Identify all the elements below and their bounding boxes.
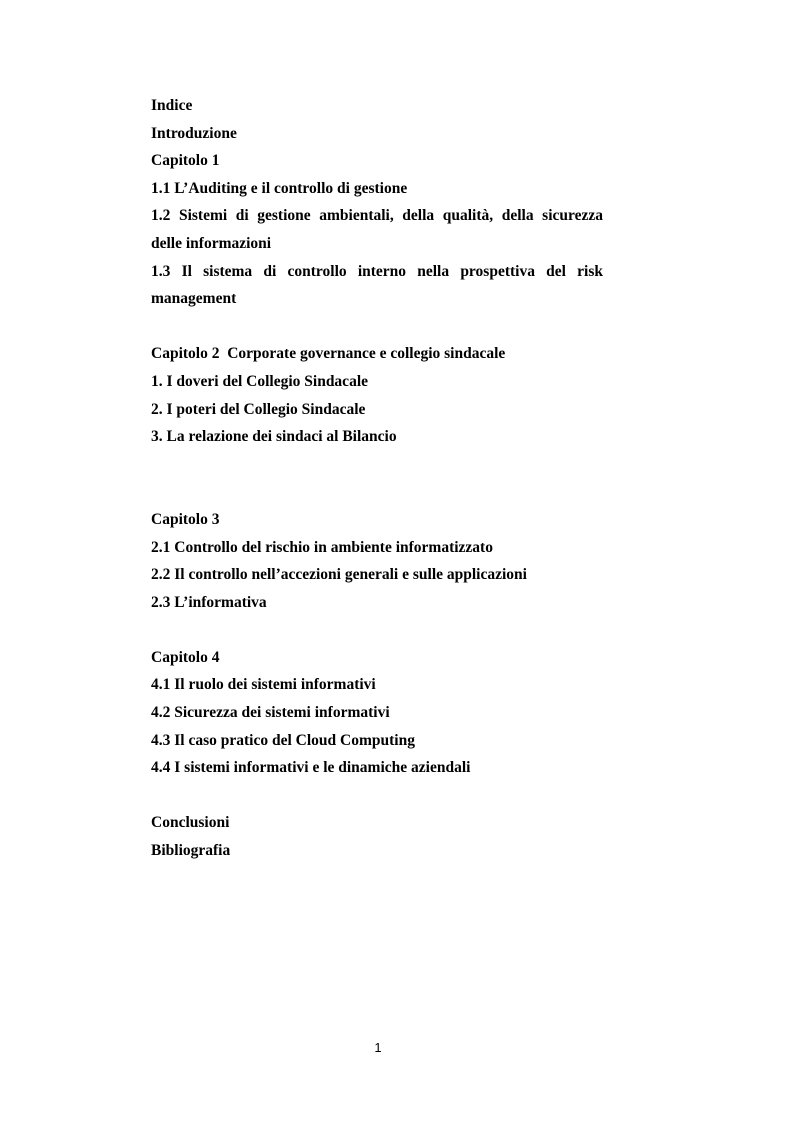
toc-chapter-3-title: Capitolo 3 [151, 510, 220, 528]
toc-entry-bibliografia: Bibliografia [151, 842, 231, 860]
table-of-contents [151, 92, 603, 865]
toc-entry-1-2-line2: delle informazioni [151, 234, 272, 252]
toc-entry-introduzione: Introduzione [151, 124, 237, 142]
toc-chapter-1-title: Capitolo 1 [151, 152, 220, 170]
toc-entry-4-1: 4.1 Il ruolo dei sistemi informativi [151, 676, 376, 694]
toc-chapter-4-title: Capitolo 4 [151, 648, 220, 666]
toc-entry-2-3: 3. La relazione dei sindaci al Bilancio [151, 428, 397, 446]
toc-entry-1-2 [151, 202, 603, 257]
toc-entry-3-1: 2.1 Controllo del rischio in ambiente informatizzato [151, 538, 493, 556]
toc-entry-4-4: 4.4 I sistemi informativi e le dinamiche aziendali [151, 759, 471, 777]
toc-entry-1-3-line1: 1.3 Il sistema di controllo interno nella prospettiva del risk [151, 262, 603, 280]
toc-entry-4-3: 4.3 Il caso pratico del Cloud Computing [151, 731, 415, 749]
spacer [151, 313, 603, 341]
toc-entry-3-3: 2.3 L’informativa [151, 593, 267, 611]
toc-entry-1-3 [151, 258, 603, 313]
toc-entry-4-2: 4.2 Sicurezza dei sistemi informativi [151, 704, 390, 722]
toc-entry-conclusioni: Conclusioni [151, 814, 230, 832]
toc-entry-1-2-line1: 1.2 Sistemi di gestione ambientali, della qualità, della sicurezza [151, 207, 603, 225]
spacer [151, 451, 603, 506]
spacer [151, 616, 603, 644]
toc-entry-1-3-line2: management [151, 290, 237, 308]
spacer [151, 782, 603, 810]
toc-entry-1-1: 1.1 L’Auditing e il controllo di gestione [151, 179, 408, 197]
toc-heading: Indice [151, 97, 193, 114]
toc-entry-2-1: 1. I doveri del Collegio Sindacale [151, 372, 368, 390]
toc-entry-2-2: 2. I poteri del Collegio Sindacale [151, 400, 366, 418]
toc-chapter-2-title: Capitolo 2 Corporate governance e collegio sindacale [151, 345, 506, 363]
toc-entry-3-2: 2.2 Il controllo nell’accezioni generali e sulle applicazioni [151, 566, 527, 584]
page-number: 1 [374, 1040, 382, 1055]
